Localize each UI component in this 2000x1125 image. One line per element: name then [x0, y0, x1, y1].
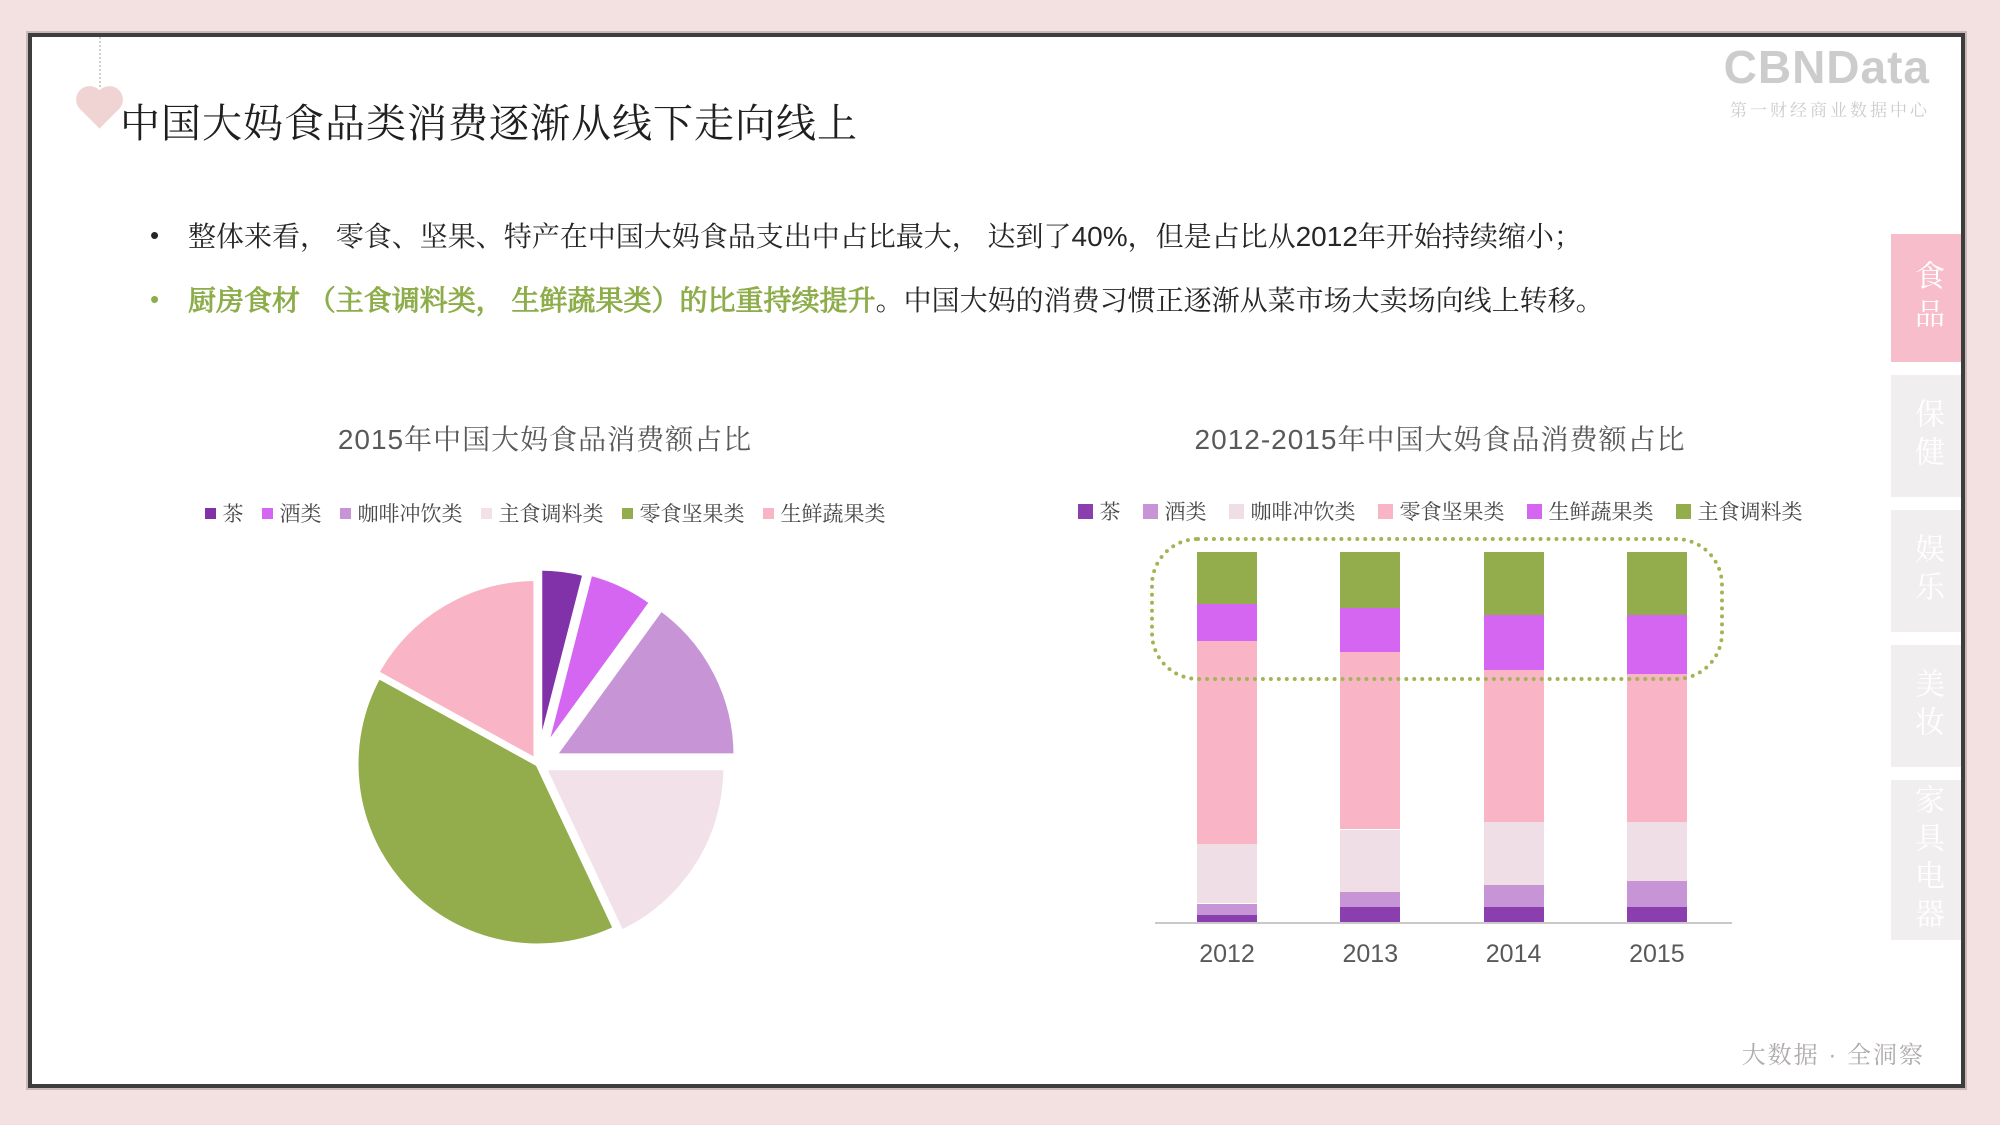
bar-chart-title: 2012-2015年中国大妈食品消费额占比	[1194, 424, 1686, 455]
heart-string-decoration	[99, 37, 101, 87]
logo-brand: CBNData	[1723, 41, 1930, 93]
bullet-text: 整体来看， 零食、坚果、特产在中国大妈食品支出中占比最大， 达到了40%，但是占比从2012年开始持续缩小；	[188, 221, 1582, 252]
sidebar-tab-家具电器[interactable]: 家具电器	[1891, 780, 1961, 940]
bar-segment	[1197, 915, 1257, 922]
bullet-marker: •	[150, 220, 160, 250]
pie-chart-legend	[130, 498, 960, 528]
legend-item	[1527, 496, 1654, 526]
highlight-dotted-box	[1150, 537, 1724, 681]
x-axis-tick-label: 2013	[1342, 940, 1399, 968]
legend-label: 生鲜蔬果类	[1548, 501, 1654, 524]
legend-label: 茶	[1099, 501, 1121, 524]
legend-item	[205, 498, 244, 528]
legend-label: 零食坚果类	[1399, 501, 1505, 524]
legend-label: 零食坚果类	[639, 503, 745, 526]
bar-segment	[1484, 822, 1544, 885]
legend-swatch	[340, 508, 351, 519]
bullet-item-1	[150, 218, 1870, 256]
legend-item	[763, 498, 886, 528]
legend-swatch	[622, 508, 633, 519]
bullet-highlight: 厨房食材 （主食调料类， 生鲜蔬果类）的比重持续提升	[188, 284, 876, 316]
bar-segment	[1197, 844, 1257, 903]
bullet-item-2	[150, 282, 1870, 320]
bar-segment	[1197, 904, 1257, 915]
legend-item	[262, 498, 322, 528]
legend-item	[340, 498, 463, 528]
logo-subtitle: 第一财经商业数据中心	[1730, 101, 1930, 120]
legend-label: 主食调料类	[498, 503, 604, 526]
bar-segment	[1340, 907, 1400, 922]
bar-segment	[1627, 674, 1687, 822]
legend-swatch	[1229, 504, 1244, 519]
bar-segment	[1484, 885, 1544, 907]
sidebar-tab-食品[interactable]: 食品	[1891, 234, 1961, 362]
footer-tagline: 大数据 · 全洞察	[1741, 1042, 1925, 1069]
legend-swatch	[763, 508, 774, 519]
bar-segment	[1484, 907, 1544, 922]
bar-segment	[1340, 892, 1400, 907]
legend-label: 酒类	[279, 503, 322, 526]
x-axis-line	[1155, 922, 1732, 924]
category-tab-bar	[1891, 234, 1961, 953]
legend-item	[481, 498, 604, 528]
bullet-rest: 。中国大妈的消费习惯正逐渐从菜市场大卖场向线上转移。	[875, 284, 1604, 316]
pie-chart-title: 2015年中国大妈食品消费额占比	[337, 424, 753, 455]
sidebar-tab-美妆[interactable]: 美妆	[1891, 645, 1961, 767]
bar-segment	[1484, 670, 1544, 822]
legend-item	[1143, 496, 1207, 526]
legend-item	[1229, 496, 1356, 526]
legend-label: 生鲜蔬果类	[780, 503, 886, 526]
sidebar-tab-保健[interactable]: 保健	[1891, 375, 1961, 497]
pie-chart	[310, 536, 766, 992]
legend-swatch	[1676, 504, 1691, 519]
bullet-text	[188, 282, 1604, 320]
x-axis-tick-label: 2015	[1629, 940, 1685, 968]
page-title: 中国大妈食品类消费逐渐从线下走向线上	[120, 102, 858, 146]
legend-item	[1676, 496, 1803, 526]
legend-item	[622, 498, 745, 528]
legend-label: 茶	[222, 503, 244, 526]
bar-segment	[1340, 830, 1400, 893]
legend-swatch	[1527, 504, 1542, 519]
bar-segment	[1627, 881, 1687, 907]
legend-swatch	[481, 508, 492, 519]
legend-label: 主食调料类	[1697, 501, 1803, 524]
legend-label: 咖啡冲饮类	[1250, 501, 1356, 524]
legend-label: 咖啡冲饮类	[357, 503, 463, 526]
legend-swatch	[1378, 504, 1393, 519]
legend-swatch	[262, 508, 273, 519]
bar-segment	[1627, 907, 1687, 922]
sidebar-tab-娱乐[interactable]: 娱乐	[1891, 510, 1961, 632]
x-axis-tick-label: 2012	[1199, 940, 1255, 968]
legend-item	[1378, 496, 1505, 526]
x-axis-tick-label: 2014	[1485, 940, 1542, 968]
bar-chart-legend	[1060, 496, 1820, 526]
legend-swatch	[1078, 504, 1093, 519]
bar-segment	[1627, 822, 1687, 881]
bullet-marker: •	[150, 283, 160, 314]
cbndata-logo	[1723, 41, 1930, 121]
legend-swatch	[205, 508, 216, 519]
bullet-list	[150, 218, 1870, 346]
legend-label: 酒类	[1164, 501, 1207, 524]
legend-item	[1078, 496, 1121, 526]
legend-swatch	[1143, 504, 1158, 519]
